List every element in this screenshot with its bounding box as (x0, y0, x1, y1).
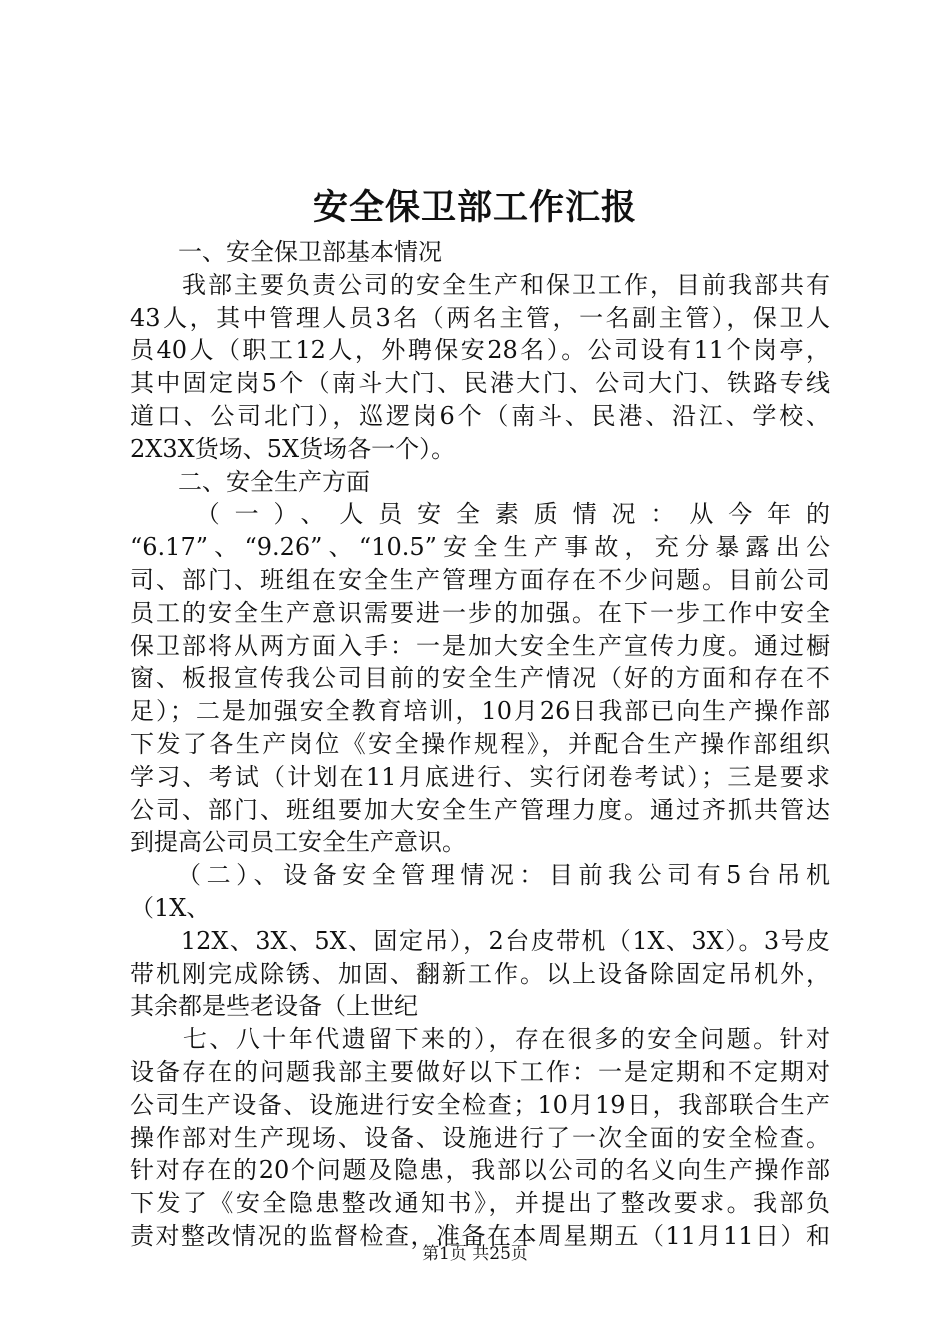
paragraph-line: 司、部门、班组在安全生产管理方面存在不少问题。目前公司 (130, 565, 830, 594)
paragraph-line: 我部主要负责公司的安全生产和保卫工作，目前我部共有 (130, 270, 830, 299)
paragraph-line: 带机刚完成除锈、加固、翻新工作。以上设备除固定吊机外， (130, 959, 830, 988)
page-footer: 第1页 共25页 (422, 1244, 528, 1264)
paragraph-line: 针对存在的20个问题及隐患，我部以公司的名义向生产操作部 (130, 1156, 830, 1185)
paragraph-line: 保卫部将从两方面入手：一是加大安全生产宣传力度。通过橱 (130, 631, 830, 660)
paragraph-line: “6.17”、“9.26”、“10.5”安全生产事故，充分暴露出公 (130, 533, 830, 562)
paragraph-line: 足）；二是加强安全教育培训，10月26日我部已向生产操作部 (130, 697, 830, 726)
paragraph-line: 员40人（职工12人，外聘保安28名）。公司设有11个岗亭， (130, 336, 830, 365)
section-heading: 一、安全保卫部基本情况 (130, 238, 442, 266)
paragraph-line: （一）、人员安全素质情况：从今年的 (130, 500, 830, 529)
section-heading: 二、安全生产方面 (130, 467, 370, 496)
paragraph-line: 到提高公司员工安全生产意识。 (130, 828, 466, 857)
paragraph-line: 七、八十年代遗留下来的），存在很多的安全问题。针对 (130, 1025, 830, 1054)
paragraph-line: 其中固定岗5个（南斗大门、民港大门、公司大门、铁路专线 (130, 369, 830, 398)
paragraph-line: 学习、考试（计划在11月底进行、实行闭卷考试）；三是要求 (130, 762, 830, 791)
paragraph-line: 43人，其中管理人员3名（两名主管，一名副主管），保卫人 (130, 303, 830, 332)
paragraph-line: 窗、板报宣传我公司目前的安全生产情况（好的方面和存在不 (130, 664, 830, 693)
paragraph-line: 公司、部门、班组要加大安全生产管理力度。通过齐抓共管达 (130, 795, 830, 824)
paragraph-line: 员工的安全生产意识需要进一步的加强。在下一步工作中安全 (130, 598, 830, 627)
paragraph-line: 设备存在的问题我部主要做好以下工作：一是定期和不定期对 (130, 1057, 830, 1086)
paragraph-line: （二）、设备安全管理情况：目前我公司有5台吊机 (130, 861, 830, 890)
paragraph-line: 其余都是些老设备（上世纪 (130, 992, 418, 1021)
paragraph-line: 公司生产设备、设施进行安全检查；10月19日，我部联合生产 (130, 1090, 830, 1119)
paragraph-line: 责对整改情况的监督检查，准备在本周星期五（11月11日）和 (130, 1221, 830, 1250)
paragraph-line: 操作部对生产现场、设备、设施进行了一次全面的安全检查。 (130, 1123, 830, 1152)
paragraph-line: 下发了《安全隐患整改通知书》，并提出了整改要求。我部负 (130, 1189, 830, 1218)
document-title: 安全保卫部工作汇报 (312, 187, 637, 228)
paragraph-line: 12X、3X、5X、固定吊），2台皮带机（1X、3X）。3号皮 (130, 926, 830, 955)
paragraph-line: 2X3X货场、5X货场各一个）。 (130, 434, 456, 463)
document-body (130, 236, 830, 1253)
paragraph-line: 道口、公司北门），巡逻岗6个（南斗、民港、沿江、学校、 (130, 401, 830, 430)
paragraph-line: （1X、 (130, 893, 211, 922)
paragraph-line: 下发了各生产岗位《安全操作规程》，并配合生产操作部组织 (130, 729, 830, 758)
